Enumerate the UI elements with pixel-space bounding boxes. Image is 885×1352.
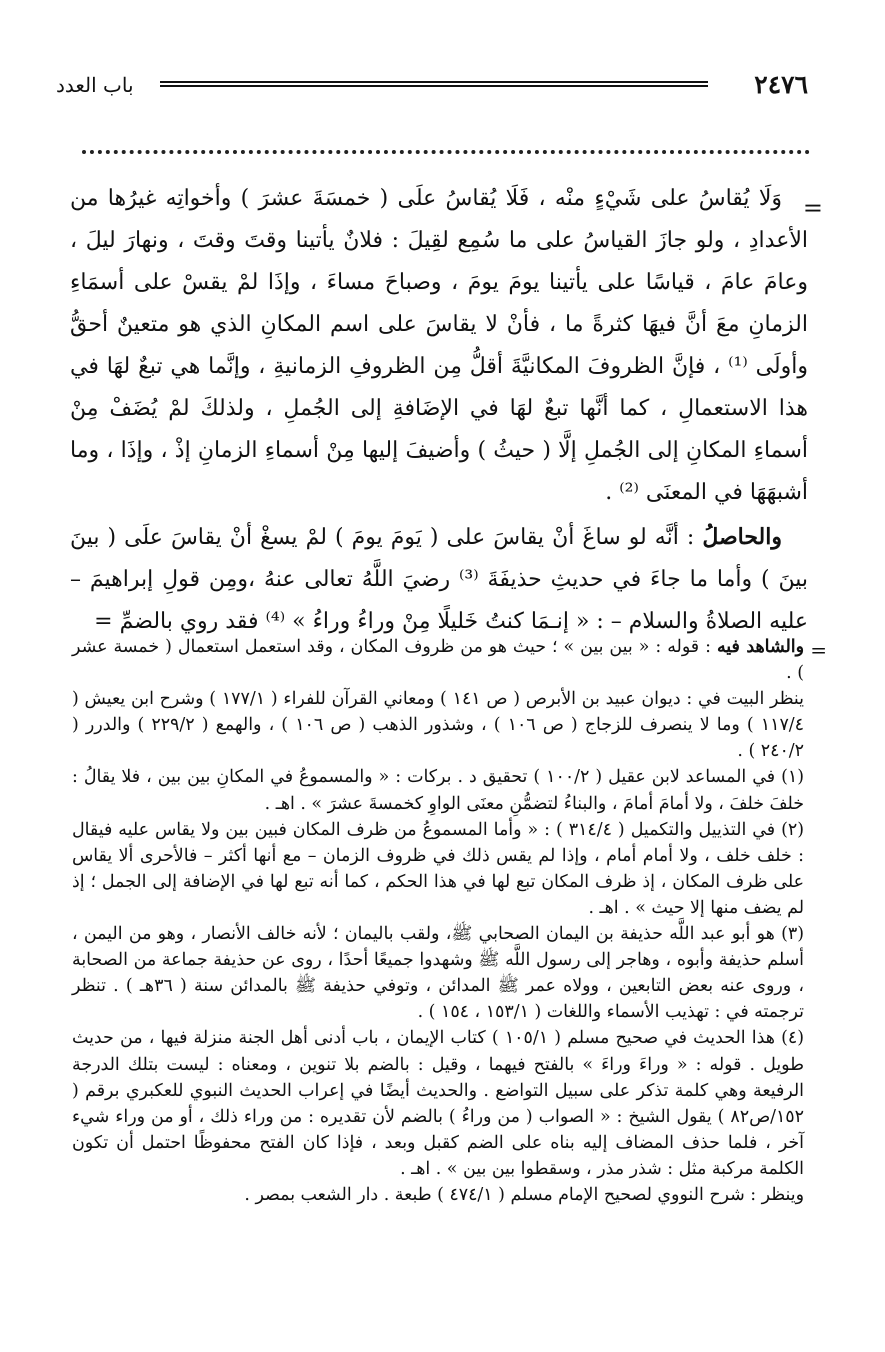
footnote-sources: ينظر البيت في : ديوان عبيد بن الأبرص ( ص ١٤١ ) ومعاني القرآن للفراء ( ١٧٧/١ ) وشرح ابن يعيش ( ١١٧/٤ ) وما لا ينصرف للزجاج ( ص ١٠٦ ) ، وشذور الذهب ( ص ١٠٦ ) ، والهمع ( ٢٢٩/٢ ) والدرر ( ٢٤٠/٢ ) . xyxy=(72,689,805,762)
chapter-title: باب العدد xyxy=(56,73,134,97)
continuation-mark-footnotes: = xyxy=(810,638,827,662)
footnote-witness xyxy=(72,634,804,686)
footnote-1: (١) في المساعد لابن عقيل ( ١٠٠/٢ ) تحقيق د . بركات : « والمسموعُ في المكانِ بين بين ، فلا يقالُ : خلفَ خلفَ ، ولا أمامَ أمامَ ، والبناءُ لتضمُّنِ معنَى الواوِ كخمسةَ عشرَ » . اهـ . xyxy=(72,767,804,814)
main-text xyxy=(70,178,808,643)
footnote-witness-text: : قوله : « بين بين » ؛ حيث هو من ظروف المكان ، وقد استعمل استعمال ( خمسة عشر ) . xyxy=(72,637,804,684)
dotted-separator xyxy=(82,150,810,154)
footnote-4: (٤) هذا الحديث في صحيح مسلم ( ١٠٥/١ ) كتاب الإيمان ، باب أدنى أهل الجنة منزلة فيها ، من حديث طويل . قوله : « وراءَ وراءَ » بالفتح فيهما ، وقيل : بالضم بلا تنوين ، ومعناه : ليست بتلك الدرجة الرفيعة وهي كلمة تذكر على سبيل التواضع . والحديث أيضًا في إعراب الحديث النبوي للعكبري برقم ( ١٥٢/ص٨٢ ) يقول الشيخ : « الصواب ( من وراءُ ) بالضم لأن تقديره : من وراء ذلك ، أو من وراء شيء آخر ، فلما حذف المضاف إليه بناه على الضم كقبل وبعد ، فإذا كان الفتح محفوظًا احتمل أن تكون الكلمة مركبة مثل : شذر مذر ، وسقطوا بين بين » . اهـ . xyxy=(72,1028,804,1179)
page-header xyxy=(56,70,808,100)
continuation-mark-top: = xyxy=(802,194,823,222)
paragraph-1-text: وَلَا يُقاسُ على شَيْءٍ منْه ، فَلَا يُقاسُ علَى ( خمسَةَ عشرَ ) وأخواتِه غيرُها من الأعدادِ ، ولو جازَ القياسُ على ما سُمِع لقِيلَ : فلانٌ يأتينا وقتَ وقتَ ، ونهارَ ليلَ ، وعامَ عامَ ، قياسًا على يأتينا يومَ يومَ ، وصباحَ مساءَ ، وإذَا لمْ يقسْ على أسمَاءِ الزمانِ معَ أنَّ فيهَا كثرةً ما ، فأنْ لا يقاسَ على اسم المكانِ الذي هو متعينٌ أحقُّ وأولَى ⁽¹⁾ ، فإنَّ الظروفَ المكانيَّةَ أقلُّ مِن الظروفِ الزمانيةِ ، وإنَّما هي تبعٌ لهَا في هذا الاستعمالِ ، كما أنَّها تبعٌ لهَا في الإضَافةِ إلى الجُملِ ، ولذلكَ لمْ يُضَفْ مِنْ أسماءِ المكانِ إلى الجُملِ إلَّا ( حيثُ ) وأضيفَ إليها مِنْ أسماءِ الزمانِ إذْ ، وإذَا ، وما أشبهَهَا في المعنَى ⁽²⁾ . xyxy=(70,186,808,505)
paragraph-2-lead: والحاصلُ xyxy=(702,524,782,550)
main-paragraph-1 xyxy=(70,178,808,514)
footnote-3: (٣) هو أبو عبد اللَّه حذيفة بن اليمان الصحابي ﷺ، ولقب باليمان ؛ لأنه خالف الأنصار ، وهو من اليمن ، أسلم حذيفة وأبوه ، وهاجر إلى رسول اللَّه ﷺ وشهدوا جميعًا أحدًا ، روى عن حذيفة جماعة من الصحابة ، وروى عنه بعض التابعين ، وولاه عمر ﷺ المدائن ، وتوفي حذيفة ﷺ بالمدائن سنة ( ٣٦هـ ) . تنظر ترجمته في : تهذيب الأسماء واللغات ( ١٥٣/١ ، ١٥٤ ) . xyxy=(72,924,804,1023)
footnotes xyxy=(72,634,804,1208)
footnote-see-also: وينظر : شرح النووي لصحيح الإمام مسلم ( ٤٧٤/١ ) طبعة . دار الشعب بمصر . xyxy=(244,1184,804,1205)
paragraph-2-text: : أنَّه لو ساغَ أنْ يقاسَ على ( يَومَ يومَ ) لمْ يسغْ أنْ يقاسَ علَى ( بينَ بينَ ) وأما ما جاءَ في حديثِ حذيفَةَ ⁽³⁾ رضيَ اللَّهُ تعالى عنهُ ،ومِن قولِ إبراهيمَ – عليه الصلاةُ والسلام – : « إنـمَا كنتُ خَليلًا مِنْ وراءُ وراءُ » ⁽⁴⁾ فقد روي بالضمِّ = xyxy=(70,525,808,634)
footnote-2: (٢) في التذييل والتكميل ( ٣١٤/٤ ) : « وأما المسموعُ من ظرف المكان فبين بين ولا يقاس عليه فيقال : خلف خلف ، ولا أمام أمام ، وإذا لم يقس ذلك في ظروف الزمان – مع أنها أكثر – فالأحرى ألا يقاس على ظرف المكان ، إذ ظرف المكان تبع لها في هذا الحكم ، كما أنه تبع لها في الإضافة إلى الجمل ؛ إذ لم يضف منها إلا حيث » . اهـ . xyxy=(72,819,804,918)
page-number: ٢٤٧٦ xyxy=(754,70,808,99)
header-double-rule xyxy=(160,81,708,87)
main-paragraph-2 xyxy=(70,516,808,643)
footnote-witness-lead: والشاهد فيه xyxy=(716,637,804,657)
